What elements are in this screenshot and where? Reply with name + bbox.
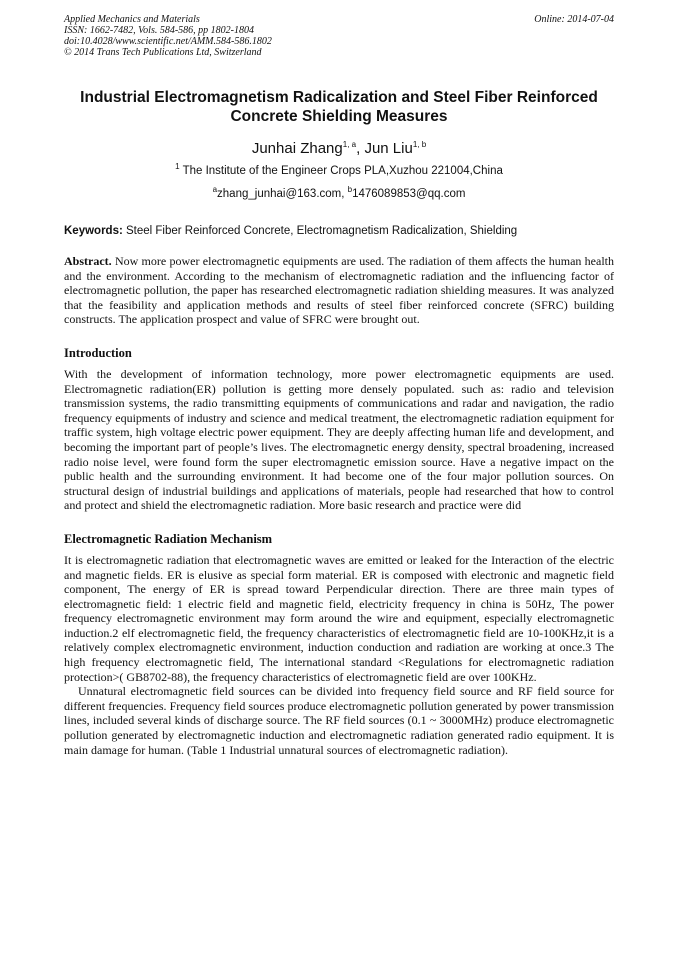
email-b[interactable]: 1476089853@qq.com xyxy=(352,188,466,200)
abstract-text: Now more power electromagnetic equipments are used. The radiation of them affects the human health and the environment. According to the mechanism of electromagnetic radiation and the influencing factor of electromagnetic pollution, the paper has researched electromagnetic radiation shielding measures. It was analyzed that the feasibility and application methods and results of steel fiber reinforced concrete (SFRC) building constructs. The application prospect and value of SFRC were brought out. xyxy=(64,254,614,327)
keywords-text: Steel Fiber Reinforced Concrete, Electromagnetism Radicalization, Shielding xyxy=(122,225,518,237)
email-b-marker: b xyxy=(347,185,353,195)
mechanism-paragraph-2: Unnatural electromagnetic field sources can be divided into frequency field source and RF field source for different frequencies. Frequency field sources produce electromagnetic pollution generated by power transmission lines, included several kinds of discharge source. The RF field sources (0.1 ~ 3000MHz) produce electromagnetic pollution generated by electromagnetic induction and electromagnetic radiation generated radio equipment. It is main damage for human. (Table 1 Industrial unnatural sources of electromagnetic radiation). xyxy=(64,684,614,757)
mechanism-paragraph-1: It is electromagnetic radiation that electromagnetic waves are emitted or leaked for the Interaction of the electric and magnetic fields. ER is elusive as special form material. ER is composed with electronic and magnetic field component, The energy of ER is spread toward Perpendicular direction. There are three main types of electromagnetic field: 1 electric field and magnetic field, electricity frequency in china is 50Hz, The power frequency electromagnetic environment may form around the wire and equipment, especially electromagnetic induction.2 elf electromagnetic field, the frequency characteristics of electromagnetic field are 10-100KHz,it is a relatively complex electromagnetic environment, induction conduction and radiation are working at once.3 The high frequency electromagnetic field, The international standard <Regulations for electromagnetic radiation protection>( GB8702-88), the frequency characteristics of electromagnetic field are over 100KHz. xyxy=(64,552,614,684)
author-2-name: Jun Liu xyxy=(364,140,413,157)
journal-name: Applied Mechanics and Materials xyxy=(64,14,200,25)
abstract-label: Abstract. xyxy=(64,254,112,268)
affiliation-marker: 1 xyxy=(175,162,180,172)
paper-title xyxy=(64,88,614,126)
copyright-line: © 2014 Trans Tech Publications Ltd, Switzerland xyxy=(64,47,262,58)
email-a[interactable]: zhang_junhai@163.com, xyxy=(217,188,348,200)
affiliation-text: The Institute of the Engineer Crops PLA,Xuzhou 221004,China xyxy=(179,165,503,177)
affiliation xyxy=(64,164,614,178)
issn-line: ISSN: 1662-7482, Vols. 584-586, pp 1802-1804 xyxy=(64,25,254,36)
title-line-1: Industrial Electromagnetism Radicalization and Steel Fiber Reinforced xyxy=(80,89,598,106)
abstract xyxy=(64,254,614,327)
doi-line: doi:10.4028/www.scientific.net/AMM.584-586.1802 xyxy=(64,36,272,47)
online-date: Online: 2014-07-04 xyxy=(534,14,614,25)
introduction-body: With the development of information technology, more power electromagnetic equipments are used. Electromagnetic radiation(ER) pollution is getting more densely populated. such as: radio and television transmission systems, the radio transmitting equipments of communications and radar and navigation, the radio frequency equipments of industry and science and medical treatment, the electromagnetic radiation equipment for traffic system, high voltage electric power equipment. They are deeply affecting human life and development, and becoming the important part of people’s lives. The electromagnetic energy density, spectral broadening, increased radio noise level, were found form the super electromagnetic emission source. Have a negative impact on the public health and the surrounding environment. It had become one of the four major pollution sources. On structural design of industrial buildings and applications of materials, people had researched that how to control and protect and shield the electromagnetic radiation. More basic research and practice were did xyxy=(64,366,614,513)
author-1-name: Junhai Zhang xyxy=(251,140,343,157)
email-a-marker: a xyxy=(212,185,218,195)
author-2-affil: 1, b xyxy=(412,140,427,149)
journal-header xyxy=(64,14,614,58)
keywords-label: Keywords: xyxy=(64,225,123,237)
author-emails xyxy=(64,187,614,201)
keywords xyxy=(64,224,614,238)
author-list xyxy=(64,140,614,158)
introduction-heading: Introduction xyxy=(64,345,132,360)
mechanism-heading: Electromagnetic Radiation Mechanism xyxy=(64,531,273,546)
title-line-2: Concrete Shielding Measures xyxy=(230,108,448,125)
author-separator: , xyxy=(356,140,365,157)
author-1-affil: 1, a xyxy=(342,140,357,149)
